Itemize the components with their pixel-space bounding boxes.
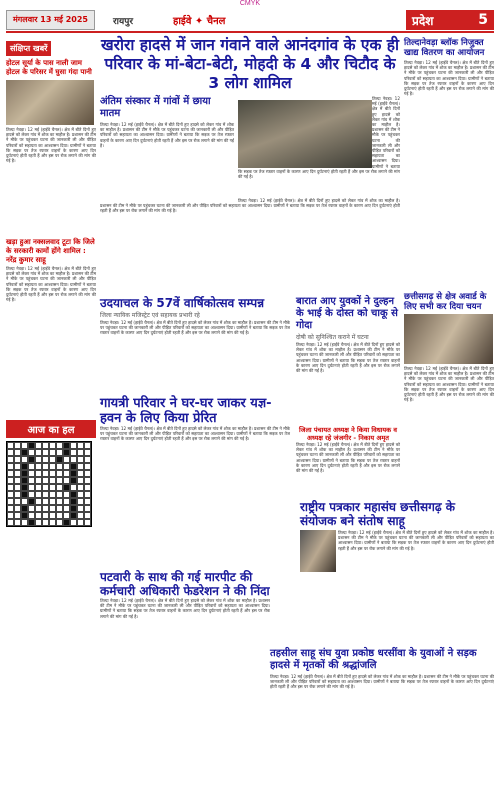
crossword-block [70,470,77,477]
crossword-cell [56,463,63,470]
crossword-cell [7,470,14,477]
crossword-cell [28,463,35,470]
crossword-cell [63,512,70,519]
lead-photo [238,100,372,168]
crossword-block [70,491,77,498]
crossword-cell [7,498,14,505]
crossword-cell [7,456,14,463]
section-tab [406,10,494,30]
crossword-cell [84,498,91,505]
crossword-cell [7,505,14,512]
crossword-cell [77,477,84,484]
crossword-cell [70,449,77,456]
crossword-cell [14,456,21,463]
crossword-cell [63,498,70,505]
story-headline: उदयाचल के 57वें वार्षिकोत्सव सम्पन्न [100,296,265,310]
story-body: तिल्दा नेवड़ा। 12 मई (हाईवे चैनल)। क्षेत्र में बीते दिनों हुए हादसे को लेकर गांव में शोक का माहौल है। प्रशासन की टीम ने मौके पर पहुंचकर घटना की जानकारी ली और पीड़ित परिवारों को सहायता का आश्वासन दिया। ग्रामीणों ने बताया कि सड़क पर तेज रफ्तार वाहनों के कारण आए दिन दुर्घटनाएं होती रहती हैं और इस पर रोक लगाने की मांग की गई है। [100,320,290,336]
story-body: तिल्दा नेवड़ा। 12 मई (हाईवे चैनल)। क्षेत्र में बीते दिनों हुए हादसे को लेकर गांव में शोक का माहौल है। प्रशासन की टीम ने मौके पर पहुंचकर घटना की जानकारी ली और पीड़ित परिवारों को सहायता का आश्वासन दिया। ग्रामीणों ने बताया कि सड़क पर तेज रफ्तार वाहनों के कारण आए दिन दुर्घटनाएं होती रहती हैं और इस पर रोक लगाने की मांग की गई है। [404,366,494,403]
crossword-cell [77,484,84,491]
crossword-cell [42,477,49,484]
crossword-cell [14,463,21,470]
crossword-block [70,498,77,505]
crossword-cell [21,456,28,463]
story-headline: पटवारी के साथ की गई मारपीट की कर्मचारी अधिकारी फेडरेशन ने की निंदा [100,570,270,598]
crossword-cell [35,442,42,449]
story-headline: तहसील साहू संघ युवा प्रकोष्ठ धरसींवा के युवाओं ने सड़क हादसे में मृतकों की श्रद्धांजलि [270,648,477,671]
crossword-cell [35,449,42,456]
crossword-cell [42,491,49,498]
crossword-cell [21,498,28,505]
crossword-cell [63,456,70,463]
crossword-cell [84,512,91,519]
crossword-cell [77,456,84,463]
crossword-cell [70,519,77,526]
page-number: 5 [478,12,488,28]
crossword-cell [35,491,42,498]
crossword-cell [42,449,49,456]
brief-photo [6,80,94,125]
story-headline: राष्ट्रीय पत्रकार महासंघ छत्तीसगढ़ के संयोजक बने संतोष साहू [300,500,455,528]
crossword-cell [56,512,63,519]
crossword-cell [35,456,42,463]
crossword-cell [7,463,14,470]
crossword-cell [49,456,56,463]
story-body: तिल्दा नेवड़ा। 12 मई (हाईवे चैनल)। क्षेत्र में बीते दिनों हुए हादसे को लेकर गांव में शोक का माहौल है। प्रशासन की टीम ने मौके पर पहुंचकर घटना की जानकारी ली और पीड़ित परिवारों को सहायता का आश्वासन दिया। ग्रामीणों ने बताया कि सड़क पर तेज रफ्तार वाहनों के कारण आए दिन दुर्घटनाएं होती रहती हैं और इस पर रोक लगाने की मांग की गई है। [296,342,400,374]
crossword-cell [7,512,14,519]
crossword-cell [84,505,91,512]
story-headline: छत्तीसगढ़ से क्षेत्र अवार्ड के लिए सभी कर दिया चयन [404,292,487,312]
crossword-grid [6,441,92,527]
crossword-cell [77,470,84,477]
brief-body: तिल्दा नेवड़ा। 12 मई (हाईवे चैनल)। क्षेत्र में बीते दिनों हुए हादसे को लेकर गांव में शोक का माहौल है। प्रशासन की टीम ने मौके पर पहुंचकर घटना की जानकारी ली और पीड़ित परिवारों को सहायता का आश्वासन दिया। ग्रामीणों ने बताया कि सड़क पर तेज रफ्तार वाहनों के कारण आए दिन दुर्घटनाएं होती रहती हैं और इस पर रोक लगाने की मांग की गई है। [6,266,96,303]
crossword-block [63,442,70,449]
crossword-cell [84,463,91,470]
crossword-cell [63,491,70,498]
crossword-cell [63,477,70,484]
crossword-cell [14,512,21,519]
crossword-block [56,456,63,463]
middle-stories [100,296,400,392]
crossword-block [70,477,77,484]
story-udayachal [100,296,290,392]
crossword-block [21,505,28,512]
crossword-cell [49,512,56,519]
crossword-cell [77,442,84,449]
crossword-cell [70,456,77,463]
crossword-cell [56,519,63,526]
crossword-cell [70,484,77,491]
crossword-block [28,456,35,463]
crossword-cell [28,512,35,519]
crossword-cell [63,470,70,477]
crossword-block [28,519,35,526]
crossword-cell [35,477,42,484]
issue-date: मंगलवार 13 मई 2025 [6,10,95,30]
story-headline: गायत्री परिवार ने घर-घर जाकर यज्ञ-हवन के लिए किया प्रेरित [100,396,272,426]
crossword-cell [35,470,42,477]
crossword-cell [14,477,21,484]
crossword-cell [14,449,21,456]
lead-left [100,96,234,202]
crossword-cell [77,512,84,519]
crossword-cell [56,477,63,484]
crossword-block [70,512,77,519]
crossword-block [21,470,28,477]
crossword-block [21,484,28,491]
crossword-block [21,491,28,498]
story-sanyojak [300,500,494,640]
crossword-cell [84,477,91,484]
story-body: तिल्दा नेवड़ा। 12 मई (हाईवे चैनल)। क्षेत्र में बीते दिनों हुए हादसे को लेकर गांव में शोक का माहौल है। प्रशासन की टीम ने मौके पर पहुंचकर घटना की जानकारी ली और पीड़ित परिवारों को सहायता का आश्वासन दिया। ग्रामीणों ने बताया कि सड़क पर तेज रफ्तार वाहनों के कारण आए दिन दुर्घटनाएं होती रहती हैं और इस पर रोक लगाने की मांग की गई है। [338,530,494,551]
brief-body: तिल्दा नेवड़ा। 12 मई (हाईवे चैनल)। क्षेत्र में बीते दिनों हुए हादसे को लेकर गांव में शोक का माहौल है। प्रशासन की टीम ने मौके पर पहुंचकर घटना की जानकारी ली और पीड़ित परिवारों को सहायता का आश्वासन दिया। ग्रामीणों ने बताया कि सड़क पर तेज रफ्तार वाहनों के कारण आए दिन दुर्घटनाएं होती रहती हैं और इस पर रोक लगाने की मांग की गई है। [6,127,96,164]
story-body: तिल्दा नेवड़ा। 12 मई (हाईवे चैनल)। क्षेत्र में बीते दिनों हुए हादसे को लेकर गांव में शोक का माहौल है। प्रशासन की टीम ने मौके पर पहुंचकर घटना की जानकारी ली और पीड़ित परिवारों को सहायता का आश्वासन दिया। ग्रामीणों ने बताया कि सड़क पर तेज रफ्तार वाहनों के कारण आए दिन दुर्घटनाएं होती रहती हैं और इस पर रोक लगाने की मांग की गई है। [100,426,290,442]
crossword-cell [56,449,63,456]
masthead [6,10,494,30]
lead-story [100,96,400,196]
crossword-cell [7,491,14,498]
crossword-cell [77,491,84,498]
crossword-cell [35,505,42,512]
crossword-cell [28,477,35,484]
crossword-cell [21,519,28,526]
crossword-cell [77,519,84,526]
crossword-cell [56,484,63,491]
crossword-block [21,512,28,519]
crossword-block [63,484,70,491]
crossword-block [70,505,77,512]
box-headline: जिला पंचायत अध्यक्ष ने किया विधायक व अध्यक्ष रहे जंजगीर - निकाय अमृत [298,426,398,442]
crossword-block [28,498,35,505]
crossword-cell [77,449,84,456]
crossword-cell [56,505,63,512]
crossword-cell [28,505,35,512]
crossword-cell [35,498,42,505]
crossword-cell [42,505,49,512]
crossword-cell [14,519,21,526]
crossword-cell [49,477,56,484]
edition-city: रायपुर [112,16,134,27]
crossword-cell [7,449,14,456]
crossword-cell [35,463,42,470]
crossword-cell [14,470,21,477]
crossword-cell [21,442,28,449]
lead-headline: खरोरा हादसे में जान गंवाने वाले आनंदगांव के एक ही परिवार के मां-बेटा-बेटी, मोहदी के 4 और चिटौद के 3 लोग शामिल [100,36,400,92]
story-body: तिल्दा नेवड़ा। 12 मई (हाईवे चैनल)। क्षेत्र में बीते दिनों हुए हादसे को लेकर गांव में शोक का माहौल है। प्रशासन की टीम ने मौके पर पहुंचकर घटना की जानकारी ली और पीड़ित परिवारों को सहायता का आश्वासन दिया। ग्रामीणों ने बताया कि सड़क पर तेज रफ्तार वाहनों के कारण आए दिन दुर्घटनाएं होती रहती हैं और इस पर रोक लगाने की मांग की गई है। [270,674,494,690]
crossword-cell [42,484,49,491]
crossword-cell [28,491,35,498]
story-headline: तिल्दानेवड़ा ब्लॉक निजुक्त खाद्य वितरण का आयोजन [404,38,485,58]
crossword-cell [42,519,49,526]
crossword-cell [49,491,56,498]
crossword-cell [35,512,42,519]
story-body: तिल्दा नेवड़ा। 12 मई (हाईवे चैनल)। क्षेत्र में बीते दिनों हुए हादसे को लेकर गांव में शोक का माहौल है। प्रशासन की टीम ने मौके पर पहुंचकर घटना की जानकारी ली और पीड़ित परिवारों को सहायता का आश्वासन दिया। ग्रामीणों ने बताया कि सड़क पर तेज रफ्तार वाहनों के कारण आए दिन दुर्घटनाएं होती रहती हैं और इस पर रोक लगाने की मांग की गई है। [296,442,400,474]
crossword-cell [14,442,21,449]
crossword-cell [35,484,42,491]
crossword-cell [42,470,49,477]
brief-headline: खड़ा हुआ नक्सलवाद टूटा कि जिले के सरकारी कामों होंगे शामिल : नरेंद्र कुमार साहू [6,238,95,264]
crossword-cell [77,498,84,505]
crossword-cell [28,449,35,456]
crossword-cell [14,505,21,512]
lead-body: तिल्दा नेवड़ा। 12 मई (हाईवे चैनल)। क्षेत्र में बीते दिनों हुए हादसे को लेकर गांव में शोक का माहौल है। प्रशासन की टीम ने मौके पर पहुंचकर घटना की जानकारी ली और पीड़ित परिवारों को सहायता का आश्वासन दिया। ग्रामीणों ने बताया कि सड़क पर तेज रफ्तार वाहनों के कारण आए दिन दुर्घटनाएं होती रहती हैं और इस पर रोक लगाने की मांग की गई है। [100,122,234,148]
crossword-cell [7,477,14,484]
crossword-cell [63,505,70,512]
crossword-block [63,519,70,526]
crossword-cell [28,470,35,477]
crossword-cell [56,491,63,498]
crossword-cell [35,519,42,526]
crossword-cell [77,463,84,470]
crossword-cell [70,442,77,449]
crossword-cell [42,463,49,470]
crossword-cell [49,442,56,449]
crossword-block [21,463,28,470]
crossword-cell [42,498,49,505]
crossword-block [21,449,28,456]
crossword-cell [84,449,91,456]
crossword-block [21,477,28,484]
crossword-cell [14,484,21,491]
lead-subhead: अंतिम संस्कार में गांवों में छाया मातम [100,96,211,119]
story-body: तिल्दा नेवड़ा। 12 मई (हाईवे चैनल)। क्षेत्र में बीते दिनों हुए हादसे को लेकर गांव में शोक का माहौल है। प्रशासन की टीम ने मौके पर पहुंचकर घटना की जानकारी ली और पीड़ित परिवारों को सहायता का आश्वासन दिया। ग्रामीणों ने बताया कि सड़क पर तेज रफ्तार वाहनों के कारण आए दिन दुर्घटनाएं होती रहती हैं और इस पर रोक लगाने की मांग की गई है। [100,598,270,619]
crossword-cell [84,456,91,463]
print-marker: CMYK [239,0,261,7]
header-rule [6,31,494,33]
story-subhead: जिला न्यायिक मजिस्ट्रेट एवं सहायक प्रभारी रहे [100,312,200,319]
newspaper-brand: हाईवे ✦ चैनल [173,16,226,27]
crossword-cell [63,463,70,470]
crossword-cell [56,470,63,477]
crossword-cell [49,449,56,456]
crossword-cell [84,519,91,526]
crossword-cell [49,470,56,477]
crossword-cell [84,442,91,449]
portrait-photo [300,530,336,572]
crossword-cell [28,484,35,491]
left-column [6,36,96,530]
crossword-block [28,442,35,449]
puzzle-header: आज का हल [6,420,96,438]
crossword-cell [42,442,49,449]
crossword-cell [42,512,49,519]
crossword-cell [14,498,21,505]
crossword-cell [42,456,49,463]
briefs-header: संक्षिप्त खबरें [6,41,51,56]
crossword-cell [49,519,56,526]
story-barat [296,296,400,392]
crossword-cell [7,484,14,491]
lead-body-continued: तिल्दा नेवड़ा। 12 मई (हाईवे चैनल)। क्षेत्र में बीते दिनों हुए हादसे को लेकर गांव में शोक का माहौल है। प्रशासन की टीम ने मौके पर पहुंचकर घटना की जानकारी ली और पीड़ित परिवारों को सहायता का आश्वासन दिया। ग्रामीणों ने बताया कि सड़क पर तेज रफ्तार वाहनों के कारण आए दिन दुर्घटनाएं होती रहती हैं और इस पर रोक लगाने की मांग की गई है। [100,198,400,214]
right-column [404,36,494,426]
crossword-cell [56,442,63,449]
story-subhead: दोषी को सुनिश्चित कराने में घटना [296,334,369,341]
crossword-cell [49,505,56,512]
crossword-cell [7,442,14,449]
crossword-cell [84,470,91,477]
crossword-block [63,449,70,456]
story-shraddhanjali [270,648,494,784]
crossword-cell [49,463,56,470]
brief-headline: होटल सूर्या के पास नाली जाम होटल के परिसर में घुसा गंदा पानी [6,59,92,76]
crossword-cell [84,491,91,498]
crossword-cell [84,484,91,491]
crossword-cell [49,498,56,505]
lead-body: तिल्दा नेवड़ा। 12 मई (हाईवे चैनल)। क्षेत्र में बीते दिनों हुए हादसे को लेकर गांव में शोक का माहौल है। प्रशासन की टीम ने मौके पर पहुंचकर घटना की जानकारी ली और पीड़ित परिवारों को सहायता का आश्वासन दिया। ग्रामीणों ने बताया कि सड़क पर तेज रफ्तार वाहनों के कारण आए दिन दुर्घटनाएं होती रहती हैं और इस पर रोक लगाने की मांग की गई है। [238,96,400,180]
masthead-left [6,11,406,29]
crossword-cell [77,505,84,512]
story-photo [404,314,493,364]
section-name: प्रदेश [412,13,434,28]
story-body: तिल्दा नेवड़ा। 12 मई (हाईवे चैनल)। क्षेत्र में बीते दिनों हुए हादसे को लेकर गांव में शोक का माहौल है। प्रशासन की टीम ने मौके पर पहुंचकर घटना की जानकारी ली और पीड़ित परिवारों को सहायता का आश्वासन दिया। ग्रामीणों ने बताया कि सड़क पर तेज रफ्तार वाहनों के कारण आए दिन दुर्घटनाएं होती रहती हैं और इस पर रोक लगाने की मांग की गई है। [404,60,494,97]
crossword-cell [14,491,21,498]
crossword-block [70,463,77,470]
crossword-cell [49,484,56,491]
crossword-cell [7,519,14,526]
crossword-cell [56,498,63,505]
story-headline: बारात आए युवकों ने दुल्हन के भाई के दोस्त को चाकू से गोदा [296,296,398,331]
